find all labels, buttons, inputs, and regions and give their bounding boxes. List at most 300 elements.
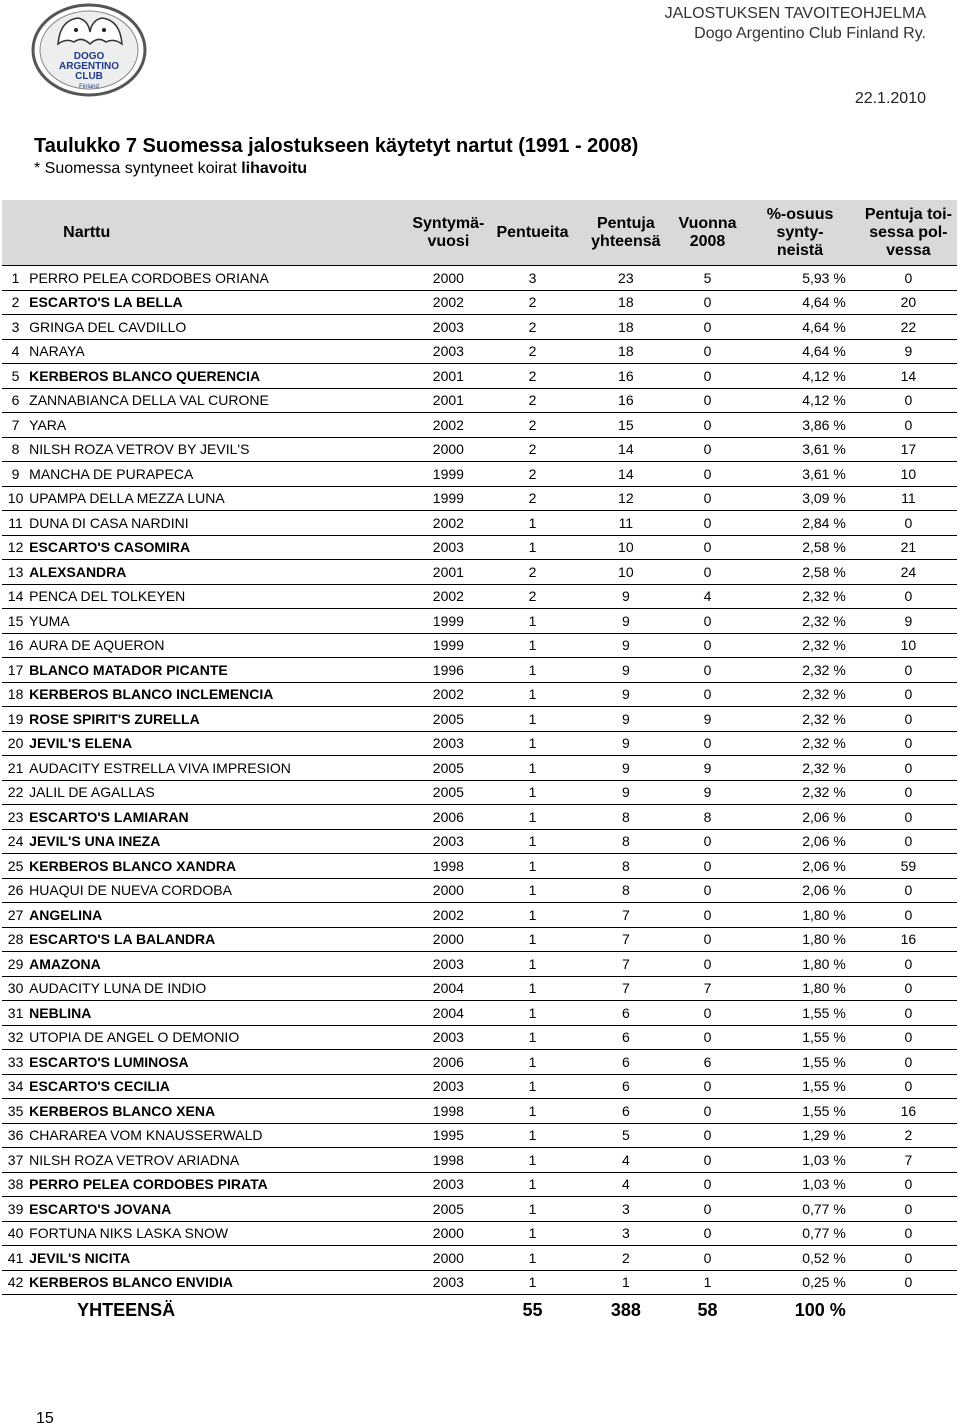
cell-number: 24 [2,829,29,854]
table-row [2,1246,957,1271]
cell-second-gen: 10 [860,633,957,658]
cell-litters: 1 [488,1246,577,1271]
cell-total-pups: 8 [577,829,675,854]
table-row [2,1221,957,1246]
cell-number: 6 [2,388,29,413]
cell-litters: 1 [488,1221,577,1246]
totals-litters: 55 [522,1299,543,1320]
cell-year-2008: 0 [675,1221,740,1246]
cell-total-pups: 15 [577,413,675,438]
cell-total-pups: 9 [577,707,675,732]
cell-litters: 1 [488,1123,577,1148]
cell-total-pups: 9 [577,658,675,683]
table-row [2,486,957,511]
header-year-2008-line1: Vuonna [678,214,737,232]
cell-total-pups: 9 [577,780,675,805]
cell-birth-year: 1996 [409,658,488,683]
table-row [2,658,957,683]
cell-percentage: 2,06 % [740,878,860,903]
cell-year-2008: 0 [675,927,740,952]
cell-name: NARAYA [29,339,408,364]
table-row [2,1172,957,1197]
cell-year-2008: 9 [675,756,740,781]
cell-year-2008: 0 [675,1099,740,1124]
header-second-gen-line3: vessa [886,241,931,259]
cell-litters: 2 [488,584,577,609]
table-row [2,780,957,805]
cell-total-pups: 14 [577,437,675,462]
cell-year-2008: 8 [675,805,740,830]
cell-litters: 2 [488,413,577,438]
cell-number: 31 [2,1001,29,1026]
org-title: JALOSTUKSEN TAVOITEOHJELMA [664,5,926,22]
cell-total-pups: 2 [577,1246,675,1271]
logo-text-club: CLUB [75,71,103,82]
cell-year-2008: 0 [675,413,740,438]
cell-year-2008: 0 [675,1197,740,1222]
cell-total-pups: 14 [577,462,675,487]
cell-second-gen: 0 [860,780,957,805]
cell-birth-year: 2002 [409,413,488,438]
cell-second-gen: 0 [860,413,957,438]
cell-birth-year: 2004 [409,976,488,1001]
cell-year-2008: 0 [675,829,740,854]
cell-second-gen: 7 [860,1148,957,1173]
table-row [2,1197,957,1222]
cell-litters: 1 [488,658,577,683]
cell-birth-year: 2003 [409,1025,488,1050]
cell-litters: 1 [488,535,577,560]
cell-number: 40 [2,1221,29,1246]
cell-second-gen: 0 [860,1270,957,1295]
cell-year-2008: 0 [675,854,740,879]
cell-litters: 1 [488,609,577,634]
header-second-gen-line2: sessa pol- [869,223,948,241]
cell-litters: 1 [488,976,577,1001]
cell-name: AUDACITY ESTRELLA VIVA IMPRESION [29,756,408,781]
cell-year-2008: 0 [675,1025,740,1050]
cell-percentage: 2,84 % [740,511,860,536]
cell-name: MANCHA DE PURAPECA [29,462,408,487]
cell-year-2008: 0 [675,1123,740,1148]
cell-total-pups: 16 [577,364,675,389]
cell-name: KERBEROS BLANCO XANDRA [29,854,408,879]
cell-percentage: 2,32 % [740,707,860,732]
cell-number: 14 [2,584,29,609]
cell-number: 21 [2,756,29,781]
totals-percentage: 100 % [794,1299,846,1320]
cell-name: KERBEROS BLANCO QUERENCIA [29,364,408,389]
cell-name: PERRO PELEA CORDOBES PIRATA [29,1172,408,1197]
cell-number: 27 [2,903,29,928]
cell-name: NILSH ROZA VETROV ARIADNA [29,1148,408,1173]
cell-birth-year: 2005 [409,756,488,781]
table-row [2,1148,957,1173]
cell-birth-year: 2005 [409,707,488,732]
cell-second-gen: 0 [860,1001,957,1026]
header-percentage-line1: %-osuus [766,205,834,223]
cell-number: 19 [2,707,29,732]
cell-litters: 2 [488,290,577,315]
table-row [2,805,957,830]
table-body [2,266,957,1295]
cell-birth-year: 2003 [409,1074,488,1099]
cell-total-pups: 23 [577,266,675,291]
cell-litters: 1 [488,903,577,928]
cell-percentage: 2,58 % [740,560,860,585]
header-second-gen-line1: Pentuja toi- [864,205,952,223]
cell-litters: 1 [488,756,577,781]
cell-second-gen: 9 [860,609,957,634]
table-row [2,413,957,438]
cell-birth-year: 1999 [409,462,488,487]
cell-total-pups: 7 [577,952,675,977]
cell-number: 2 [2,290,29,315]
cell-percentage: 2,06 % [740,854,860,879]
cell-litters: 1 [488,1148,577,1173]
cell-year-2008: 0 [675,511,740,536]
cell-name: JEVIL'S UNA INEZA [29,829,408,854]
table-row [2,290,957,315]
cell-litters: 1 [488,1025,577,1050]
cell-name: GRINGA DEL CAVDILLO [29,315,408,340]
table-row [2,854,957,879]
cell-total-pups: 8 [577,854,675,879]
cell-name: ESCARTO'S CECILIA [29,1074,408,1099]
cell-total-pups: 6 [577,1050,675,1075]
table-row [2,1270,957,1295]
cell-birth-year: 2003 [409,829,488,854]
cell-birth-year: 1999 [409,609,488,634]
cell-percentage: 0,77 % [740,1221,860,1246]
cell-percentage: 4,12 % [740,388,860,413]
table-row [2,927,957,952]
cell-litters: 1 [488,731,577,756]
cell-birth-year: 2002 [409,903,488,928]
cell-percentage: 2,06 % [740,805,860,830]
cell-name: AURA DE AQUERON [29,633,408,658]
cell-litters: 2 [488,364,577,389]
cell-year-2008: 0 [675,658,740,683]
table-subtitle [34,160,307,178]
cell-birth-year: 2000 [409,1221,488,1246]
cell-litters: 1 [488,633,577,658]
cell-percentage: 2,32 % [740,756,860,781]
cell-name: PENCA DEL TOLKEYEN [29,584,408,609]
cell-number: 25 [2,854,29,879]
cell-second-gen: 0 [860,1221,957,1246]
table-row [2,976,957,1001]
cell-total-pups: 9 [577,584,675,609]
cell-birth-year: 2000 [409,437,488,462]
cell-name: PERRO PELEA CORDOBES ORIANA [29,266,408,291]
cell-percentage: 1,55 % [740,1099,860,1124]
cell-number: 39 [2,1197,29,1222]
table-row [2,511,957,536]
document-date: 22.1.2010 [854,90,926,107]
cell-second-gen: 17 [860,437,957,462]
cell-second-gen: 0 [860,266,957,291]
cell-litters: 1 [488,682,577,707]
cell-birth-year: 2002 [409,511,488,536]
table-header-row [2,200,957,266]
cell-percentage: 2,32 % [740,609,860,634]
cell-birth-year: 2003 [409,731,488,756]
cell-birth-year: 2001 [409,364,488,389]
cell-year-2008: 0 [675,903,740,928]
cell-year-2008: 0 [675,633,740,658]
dams-table [2,200,957,1325]
cell-name: DUNA DI CASA NARDINI [29,511,408,536]
cell-birth-year: 1999 [409,633,488,658]
cell-year-2008: 6 [675,1050,740,1075]
cell-number: 9 [2,462,29,487]
cell-total-pups: 4 [577,1148,675,1173]
cell-second-gen: 21 [860,535,957,560]
cell-percentage: 2,32 % [740,633,860,658]
subtitle-bold: lihavoitu [241,160,307,177]
cell-birth-year: 2004 [409,1001,488,1026]
cell-year-2008: 0 [675,682,740,707]
cell-birth-year: 2005 [409,780,488,805]
cell-number: 26 [2,878,29,903]
cell-year-2008: 0 [675,437,740,462]
table-row [2,682,957,707]
table-row [2,462,957,487]
table-row [2,560,957,585]
cell-total-pups: 12 [577,486,675,511]
cell-year-2008: 5 [675,266,740,291]
cell-birth-year: 1998 [409,1148,488,1173]
table-row [2,266,957,291]
table-row [2,388,957,413]
cell-name: YARA [29,413,408,438]
cell-second-gen: 0 [860,707,957,732]
cell-year-2008: 1 [675,1270,740,1295]
table-row [2,1025,957,1050]
cell-total-pups: 1 [577,1270,675,1295]
cell-name: NEBLINA [29,1001,408,1026]
cell-litters: 1 [488,829,577,854]
cell-birth-year: 2003 [409,315,488,340]
cell-second-gen: 0 [860,388,957,413]
cell-percentage: 3,61 % [740,462,860,487]
table-row [2,952,957,977]
cell-percentage: 0,77 % [740,1197,860,1222]
cell-percentage: 4,64 % [740,290,860,315]
cell-litters: 2 [488,437,577,462]
cell-year-2008: 0 [675,878,740,903]
header-total-pups-line1: Pentuja [596,214,655,232]
header-birth-year-line2: vuosi [427,232,470,250]
cell-birth-year: 2000 [409,927,488,952]
cell-total-pups: 9 [577,756,675,781]
cell-number: 36 [2,1123,29,1148]
cell-number: 37 [2,1148,29,1173]
cell-percentage: 1,80 % [740,927,860,952]
cell-name: UTOPIA DE ANGEL O DEMONIO [29,1025,408,1050]
cell-litters: 2 [488,486,577,511]
cell-total-pups: 6 [577,1099,675,1124]
cell-year-2008: 0 [675,1074,740,1099]
cell-name: JALIL DE AGALLAS [29,780,408,805]
cell-name: NILSH ROZA VETROV BY JEVIL'S [29,437,408,462]
cell-name: AMAZONA [29,952,408,977]
cell-year-2008: 0 [675,560,740,585]
cell-number: 16 [2,633,29,658]
cell-name: KERBEROS BLANCO INCLEMENCIA [29,682,408,707]
cell-litters: 2 [488,339,577,364]
cell-birth-year: 2001 [409,560,488,585]
cell-percentage: 2,06 % [740,829,860,854]
page-number: 15 [36,1410,54,1427]
table-row [2,1123,957,1148]
cell-name: ESCARTO'S LAMIARAN [29,805,408,830]
cell-litters: 1 [488,878,577,903]
cell-second-gen: 2 [860,1123,957,1148]
cell-second-gen: 0 [860,903,957,928]
cell-percentage: 1,03 % [740,1148,860,1173]
cell-litters: 1 [488,1099,577,1124]
cell-percentage: 1,55 % [740,1074,860,1099]
cell-second-gen: 0 [860,1172,957,1197]
cell-birth-year: 2000 [409,878,488,903]
cell-litters: 1 [488,854,577,879]
header-percentage-line2: synty- [776,223,824,241]
cell-birth-year: 2003 [409,339,488,364]
logo-text-argentino: ARGENTINO [59,61,119,72]
cell-number: 1 [2,266,29,291]
cell-second-gen: 9 [860,339,957,364]
cell-year-2008: 0 [675,315,740,340]
header-total-pups-line2: yhteensä [591,232,661,250]
cell-percentage: 0,52 % [740,1246,860,1271]
cell-year-2008: 0 [675,486,740,511]
cell-litters: 2 [488,560,577,585]
logo-text-finland: Finland [79,84,99,90]
cell-year-2008: 0 [675,731,740,756]
cell-total-pups: 18 [577,339,675,364]
cell-birth-year: 2003 [409,952,488,977]
cell-litters: 3 [488,266,577,291]
cell-second-gen: 0 [860,756,957,781]
cell-total-pups: 9 [577,682,675,707]
cell-litters: 2 [488,388,577,413]
cell-birth-year: 2000 [409,1246,488,1271]
totals-year-blank [409,1295,488,1326]
cell-number: 18 [2,682,29,707]
cell-number: 10 [2,486,29,511]
header-number [2,200,29,266]
cell-percentage: 1,29 % [740,1123,860,1148]
cell-litters: 1 [488,1270,577,1295]
table-row [2,535,957,560]
cell-number: 15 [2,609,29,634]
cell-litters: 1 [488,707,577,732]
cell-percentage: 3,86 % [740,413,860,438]
cell-litters: 1 [488,780,577,805]
cell-second-gen: 0 [860,584,957,609]
cell-percentage: 0,25 % [740,1270,860,1295]
cell-total-pups: 8 [577,805,675,830]
cell-year-2008: 0 [675,1148,740,1173]
cell-number: 3 [2,315,29,340]
header-second-gen [860,200,957,266]
header-litters: Pentueita [488,200,577,266]
table-row [2,315,957,340]
cell-number: 30 [2,976,29,1001]
cell-year-2008: 0 [675,609,740,634]
cell-number: 32 [2,1025,29,1050]
header-percentage-line3: neistä [776,241,824,259]
cell-number: 42 [2,1270,29,1295]
cell-second-gen: 0 [860,805,957,830]
cell-percentage: 2,58 % [740,535,860,560]
cell-number: 28 [2,927,29,952]
cell-name: ESCARTO'S CASOMIRA [29,535,408,560]
cell-percentage: 4,64 % [740,339,860,364]
cell-second-gen: 16 [860,927,957,952]
cell-percentage: 1,03 % [740,1172,860,1197]
cell-litters: 1 [488,1001,577,1026]
cell-birth-year: 2001 [409,388,488,413]
header-year-2008 [675,200,740,266]
totals-row [2,1295,957,1326]
cell-litters: 1 [488,1050,577,1075]
table-title: Taulukko 7 Suomessa jalostukseen käytetyt nartut (1991 - 2008) [34,135,639,157]
cell-name: ZANNABIANCA DELLA VAL CURONE [29,388,408,413]
cell-total-pups: 3 [577,1197,675,1222]
cell-litters: 1 [488,927,577,952]
cell-second-gen: 0 [860,658,957,683]
header-birth-year [409,200,488,266]
table-row [2,731,957,756]
cell-year-2008: 0 [675,339,740,364]
cell-birth-year: 2003 [409,1270,488,1295]
subtitle-prefix: * Suomessa syntyneet koirat [34,160,242,177]
cell-name: ESCARTO'S LA BALANDRA [29,927,408,952]
cell-year-2008: 0 [675,290,740,315]
header-name: Narttu [29,200,408,266]
cell-birth-year: 2000 [409,266,488,291]
cell-number: 22 [2,780,29,805]
cell-percentage: 1,55 % [740,1025,860,1050]
totals-label: YHTEENSÄ [77,1299,176,1320]
header-birth-year-line1: Syntymä- [412,214,485,232]
cell-litters: 2 [488,462,577,487]
cell-number: 29 [2,952,29,977]
document-header [665,4,926,44]
cell-birth-year: 1995 [409,1123,488,1148]
cell-number: 34 [2,1074,29,1099]
cell-total-pups: 9 [577,731,675,756]
cell-number: 33 [2,1050,29,1075]
cell-total-pups: 6 [577,1025,675,1050]
cell-total-pups: 9 [577,609,675,634]
cell-second-gen: 0 [860,511,957,536]
cell-name: BLANCO MATADOR PICANTE [29,658,408,683]
cell-name: ESCARTO'S LA BELLA [29,290,408,315]
cell-name: ROSE SPIRIT'S ZURELLA [29,707,408,732]
cell-percentage: 2,32 % [740,584,860,609]
header-total-pups [577,200,675,266]
cell-total-pups: 6 [577,1074,675,1099]
cell-birth-year: 1998 [409,854,488,879]
cell-second-gen: 0 [860,1025,957,1050]
cell-name: CHARAREA VOM KNAUSSERWALD [29,1123,408,1148]
cell-litters: 1 [488,511,577,536]
cell-number: 41 [2,1246,29,1271]
